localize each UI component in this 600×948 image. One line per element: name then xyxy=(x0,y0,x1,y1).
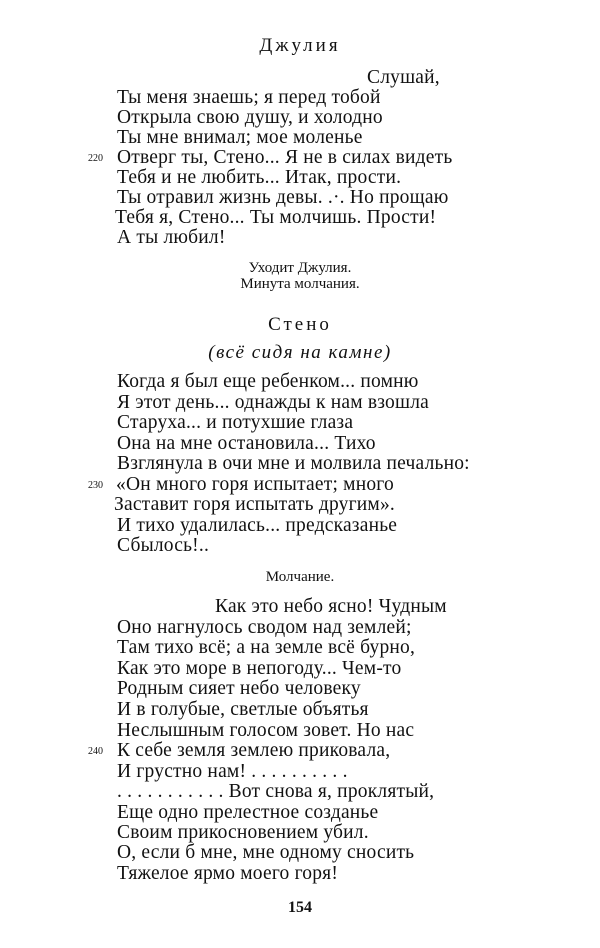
verse-line: Взглянула в очи мне и молвила печально: xyxy=(117,453,470,474)
stage-direction: Уходит Джулия. xyxy=(248,260,352,276)
verse-line: Тяжелое ярмо моего горя! xyxy=(117,863,339,884)
verse-line: Сбылось!.. xyxy=(117,535,210,556)
verse-line: Старуха... и потухшие глаза xyxy=(117,412,354,433)
verse-line: А ты любил! xyxy=(117,227,226,248)
verse-line: Своим прикосновением убил. xyxy=(117,822,369,843)
verse-line: Отверг ты, Стено... Я не в силах видеть xyxy=(117,147,453,168)
verse-line: Слушай, xyxy=(367,67,440,88)
verse-line: Открыла свою душу, и холодно xyxy=(117,107,383,128)
line-number: 230 xyxy=(88,480,103,491)
verse-line: «Он много горя испытает; много xyxy=(116,474,394,495)
verse-line: Ты отравил жизнь девы. .·. Но прощаю xyxy=(117,187,449,208)
verse-line: Еще одно прелестное созданье xyxy=(117,802,379,823)
stage-direction: Молчание. xyxy=(265,569,335,585)
verse-line: Там тихо всё; а на земле всё бурно, xyxy=(117,637,416,658)
stage-direction: Минута молчания. xyxy=(240,276,360,292)
verse-line: Как это море в непогоду... Чем-то xyxy=(117,658,402,679)
verse-line: Тебя и не любить... Итак, прости. xyxy=(117,167,402,188)
page-number: 154 xyxy=(288,899,312,916)
verse-line: Родным сияет небо человеку xyxy=(117,678,361,699)
verse-line: Оно нагнулось сводом над землей; xyxy=(117,617,412,638)
verse-line: И в голубые, светлые объятья xyxy=(117,699,369,720)
verse-line: О, если б мне, мне одному сносить xyxy=(117,842,415,863)
verse-line: К себе земля землею приковала, xyxy=(117,740,391,761)
verse-line: Неслышным голосом зовет. Но нас xyxy=(117,720,415,741)
verse-line: Как это небо ясно! Чудным xyxy=(215,596,447,617)
verse-line: Заставит горя испытать другим». xyxy=(114,494,395,515)
verse-line: Ты меня знаешь; я перед тобой xyxy=(117,87,381,108)
speaker-steno: Стено xyxy=(268,314,332,335)
verse-line: . . . . . . . . . . . Вот снова я, проклятый, xyxy=(117,781,435,802)
speaker-julia: Джулия xyxy=(259,35,341,56)
verse-line: И тихо удалилась... предсказанье xyxy=(117,515,398,536)
verse-line: И грустно нам! . . . . . . . . . . xyxy=(117,761,348,782)
verse-line: Тебя я, Стено... Ты молчишь. Прости! xyxy=(115,207,437,228)
line-number: 220 xyxy=(88,153,103,164)
verse-line: Когда я был еще ребенком... помню xyxy=(117,371,419,392)
line-number: 240 xyxy=(88,746,103,757)
verse-line: Она на мне остановила... Тихо xyxy=(117,433,376,454)
verse-line: Ты мне внимал; мое моленье xyxy=(117,127,363,148)
stage-direction-italic: (всё сидя на камне) xyxy=(208,342,392,363)
verse-line: Я этот день... однажды к нам взошла xyxy=(117,392,429,413)
